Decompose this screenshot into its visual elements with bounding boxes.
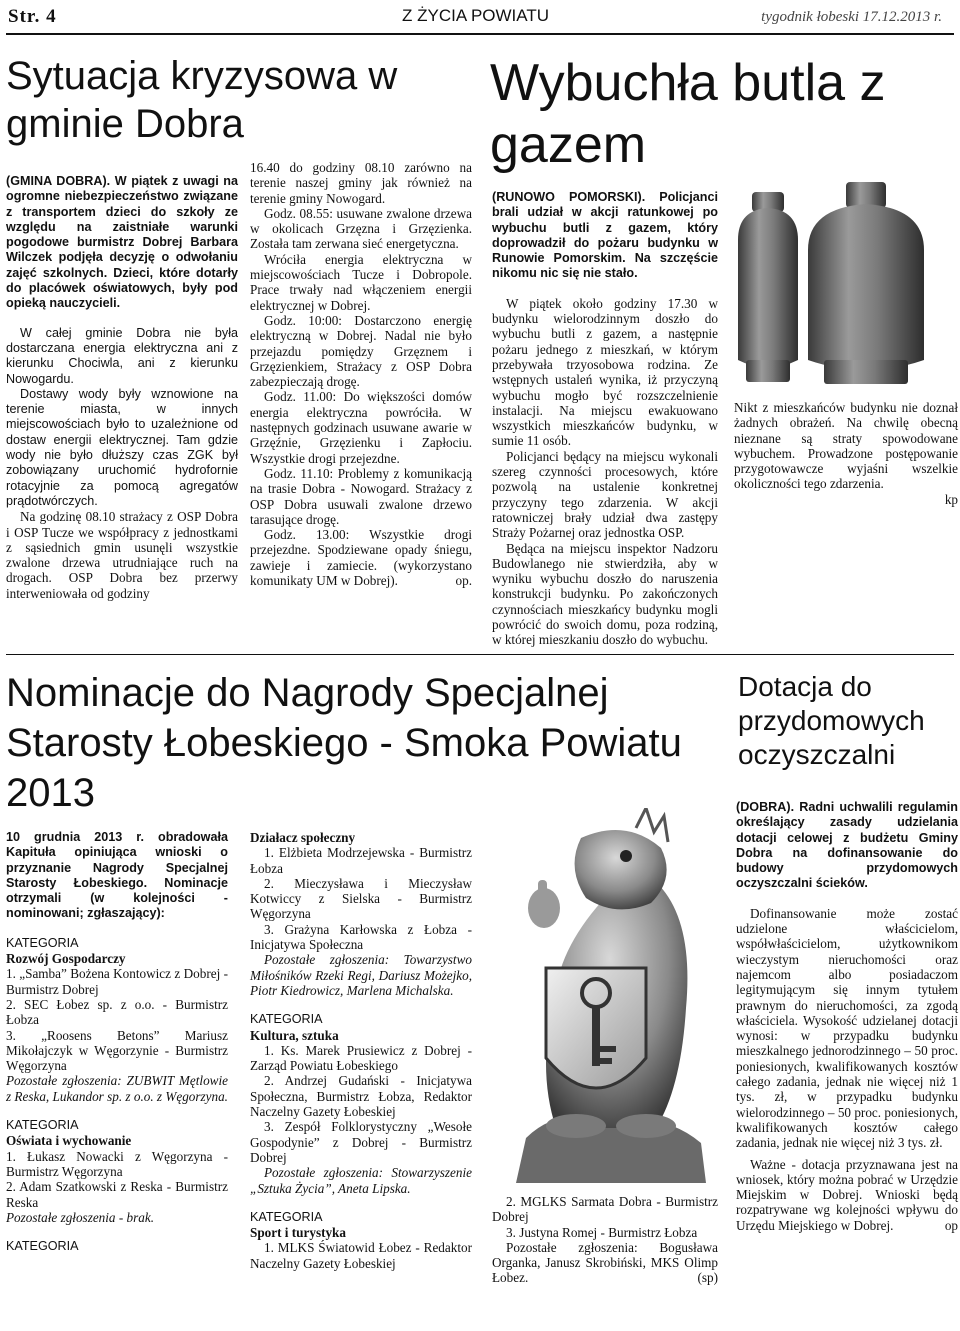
article1-p5: Godz. 08.55: usuwane zwalone drzewa w okolicach Grzęzna i Grzęzienka. Została tam zerwana sieć energetyczna.: [250, 205, 472, 252]
cat5-item-2: 2. MGLKS Sarmata Dobra - Burmistrz Dobrej: [492, 1194, 718, 1225]
category-2: Oświata i wychowanie: [6, 1133, 132, 1149]
article3-col3: [492, 1194, 718, 1286]
article1-title: Sytuacja kryzysowa w gminie Dobra: [6, 54, 398, 146]
article4-p1: Dofinansowanie może zostać udzielone właścicielom, współwłaścicielom, użytkownikom wieczystym nieruchomości oraz najemcom albo posiadaczom legitymującym się innym tytułem prawnym do nieruchomości, za zgodą właściciela. Wysokość udzielanej dotacji wynosi: w przypadku budynku mieszkalnego jednorodzinnego – 50 proc. poniesionych, kwalifikowanych kosztów całego zadania, jednak nie więcej niż 1 tys. zł, w przypadku budynku wielorodzinnego – 50 proc. poniesionych, kwalifikowanych kosztów całego zadania, jednak nie więcej niż 3 tys. zł.: [736, 905, 958, 1151]
article2-col1: [492, 190, 718, 648]
article2-p1: W piątek około godziny 17.30 w budynku wielorodzinnym doszło do wybuchu butli z gazem, a następnie pożaru jednego z mieszkań, w którym przebywała trzyosobowa rodzina. Ze wstępnych ustaleń wynika, iż przyczyną wybuchu mogło być rozszczelnienie instalacji. Na miejscu ewakuowano wszystkich mieszkańców budynku, w sumie 11 osób.: [492, 295, 718, 449]
article2-p2: Policjanci będący na miejscu wykonali szereg czynności procesowych, które pozwolą na ustalenie konkretnej przyczyny tego zdarzenia. W akcji ratowniczej brały udział dwa zastępy Straży Pożarnej oraz jednostka OSP.: [492, 448, 718, 541]
article1-p10: Godz. 13.00: Wszystkie drogi przejezdne. Spodziewane opady śniegu, zawieje i zamiecie. (wykorzystano komunikaty UM w Dobrej). op.: [250, 527, 472, 589]
category-4: Kultura, sztuka: [250, 1027, 339, 1043]
cat5-other: Pozostałe zgłoszenia: Bogusława Organka, Janusz Skrobiński, MKS Olimp Łobez. (sp): [492, 1239, 718, 1286]
issue-date: tygodnik łobeski 17.12.2013 r.: [761, 9, 942, 25]
article2-sign: kp: [944, 491, 958, 507]
category-5: Sport i turystyka: [250, 1225, 346, 1241]
cat1-item-3: 3. „Roosens Betons” Mariusz Mikołajczyk w Węgorzynie - Burmistrz Węgorzyna: [6, 1027, 228, 1074]
article3-lead: 10 grudnia 2013 r. obradowała Kapituła opiniująca wnioski o przyznanie Nagrody Specjalnej Starosty Łobeskiego. Nominacje otrzymali (w kolejności - nominowani; zgłaszający):: [6, 830, 228, 921]
article1-lead: (GMINA DOBRA). W piątek z uwagi na ogromne niebezpieczeństwo związane z transportem dzieci do szkoły ze względu na zaistniałe warunki pogodowe burmistrz Dobrej Barbara Wilczek podjęła decyzję o odwołaniu zajęć szkolnych. Dzieci, które dotarły do placówek oświatowych, były pod opieką nauczycieli.: [6, 174, 238, 311]
article1-p9: Godz. 11.10: Problemy z komunikacją na trasie Dobra - Nowogard. Strażacy z OSP Dobra usuwali zwalone drzewo tarasujące drogę.: [250, 465, 472, 527]
cat3-item-2: 2. Mieczysława i Mieczysław Kotwiccy z Sielska - Burmistrz Węgorzyna: [250, 875, 472, 922]
article4-col: [736, 800, 958, 1233]
article1-p6: Wróciła energia elektryczna w miejscowościach Tucze i Dobropole. Prace trwały nad włączeniem energii elektrycznej w Dobrej.: [250, 251, 472, 313]
article1-p7: Godz. 10:00: Dostarczono energię elektryczną w Dobrej. Nadal nie było przejazdu pomiędzy Grzęznem i Grzęzienkiem, Strażacy z OSP Dobra zabezpieczają drogę.: [250, 312, 472, 390]
category-label: KATEGORIA: [6, 1239, 79, 1254]
article1-p8: Godz. 11.00: Do większości domów energia elektryczna powróciła. W następnych godzinach usuwane awarie w Grzęźnie, Grzęzienku i Zapłociu. Wszystkie drogi przejezdne.: [250, 389, 472, 466]
article4-p2: Ważne - dotacja przyznawana jest na wniosek, który można pobrać w Urzędzie Miejskim w Dobrej. Wnioski będą rozpatrywane wg kolejności wpływu do Urzędu Miejskiego w Dobrej. op: [736, 1156, 958, 1233]
cat2-item-2: 2. Adam Szatkowski z Reska - Burmistrz Reska: [6, 1179, 228, 1210]
cat1-item-2: 2. SEC Łobez sp. z o.o. - Burmistrz Łobza: [6, 996, 228, 1028]
article1-col1: [6, 174, 238, 601]
category-label: KATEGORIA: [250, 1209, 323, 1224]
article1-sign: op.: [455, 573, 472, 589]
article1-col2: [250, 160, 472, 588]
cat1-item-1: 1. „Samba” Bożena Kontowicz z Dobrej - Burmistrz Dobrej: [6, 966, 228, 997]
page-number: Str. 4: [8, 6, 57, 27]
article3-col1: [6, 830, 228, 1254]
cat2-item-1: 1. Łukasz Nowacki z Węgorzyna - Burmistrz Węgorzyna: [6, 1148, 228, 1179]
article2-col2: [734, 400, 958, 507]
category-1: Rozwój Gospodarczy: [6, 951, 126, 967]
article3-title: Nominacje do Nagrody Specjalnej Starosty Łobeskiego - Smoka Powiatu 2013: [6, 671, 682, 815]
cat5-item-3: 3. Justyna Romej - Burmistrz Łobza: [506, 1224, 698, 1240]
article1-p3: Na godzinę 08.10 strażacy z OSP Dobra i OSP Tucze we współpracy z jednostkami z sąsiednich gmin usunęli wszystkie zwalone drzewa utrudniające ruch na drogach. OSP Dobra bez przerwy interweniowała od godziny: [6, 509, 238, 601]
article3-col2: [250, 830, 472, 1271]
cat4-other: Pozostałe zgłoszenia: Stowarzyszenie „Sztuka Życia”, Aneta Lipska.: [250, 1165, 472, 1196]
category-label: KATEGORIA: [6, 1118, 79, 1133]
article1-p4: 16.40 do godziny 08.10 zarówno na terenie naszej gminy jak również na terenie gminy Nowogard.: [250, 160, 472, 206]
cat4-item-3: 3. Zespół Folklorystyczny „Wesołe Gospodynie” z Dobrej - Burmistrz Dobrej: [250, 1119, 472, 1165]
article4-title: Dotacja do przydomowych oczyszczalni: [738, 671, 925, 770]
cat3-item-1: 1. Elżbieta Modrzejewska - Burmistrz Łobza: [250, 845, 472, 876]
article1-p2: Dostawy wody były wznowione na terenie miasta, w innych miejscowościach było to uzależnione od dostaw energii elektrycznej. Tam gdzie wody nie było dłuższy czas ZGK był zobowiązany uruchomić hydrofornie rotacyjnie za pomocą agregatów prądotwórczych.: [6, 386, 238, 508]
category-label: KATEGORIA: [250, 1012, 323, 1027]
article2-lead: (RUNOWO POMORSKI). Policjanci brali udział w akcji ratunkowej po wybuchu butli z gazem, który doprowadził do pożaru budynku w Runowie Pomorskim. Na szczęście nikomu nic się nie stało.: [492, 190, 718, 281]
cat3-item-3: 3. Grażyna Karłowska z Łobza - Inicjatywa Społeczna: [250, 921, 472, 953]
article1-p1: W całej gminie Dobra nie była dostarczana energia elektryczna ani z kierunku Chociwla, ani z kierunku Nowogardu.: [6, 325, 238, 386]
category-label: KATEGORIA: [6, 935, 79, 950]
article2-title: Wybuchła butla z gazem: [490, 54, 886, 174]
cat2-other: Pozostałe zgłoszenia - brak.: [6, 1209, 154, 1225]
cat4-item-2: 2. Andrzej Gudański - Inicjatywa Społeczna, Burmistrz Łobza, Redaktor Naczelny Gazety Łobeskiej: [250, 1073, 472, 1120]
section-rule: [6, 654, 954, 655]
header-rule: [6, 33, 954, 35]
cat3-other: Pozostałe zgłoszenia: Towarzystwo Miłośników Rzeki Regi, Dariusz Możejko, Piotr Kiedrowicz, Marlena Michalska.: [250, 952, 472, 998]
article3-sign: (sp): [697, 1270, 718, 1286]
cat4-item-1: 1. Ks. Marek Prusiewicz z Dobrej - Zarząd Powiatu Łobeskiego: [250, 1042, 472, 1074]
cat1-other: Pozostałe zgłoszenia: ZUBWIT Mętlowie z Reska, Lukandor sp. z o.o. z Węgorzyna.: [6, 1073, 228, 1104]
dragon-statue-icon: [486, 808, 726, 1188]
cat5-item-1: 1. MLKS Światowid Łobez - Redaktor Naczelny Gazety Łobeskiej: [250, 1240, 472, 1271]
category-3: Działacz społeczny: [250, 830, 356, 845]
article4-lead: (DOBRA). Radni uchwalili regulamin określający zasady udzielania dotacji celowej z budżetu Gminy Dobra na dofinansowanie do budowy przydomowych oczyszczalni ścieków.: [736, 800, 958, 891]
article4-sign: op: [944, 1217, 958, 1233]
section-title: Z ŻYCIA POWIATU: [402, 6, 550, 25]
gas-cylinders-icon: [728, 170, 958, 390]
article2-p3: Będąca na miejscu inspektor Nadzoru Budowlanego nie stwierdziła, aby w wyniku wybuchu doszło do naruszenia konstrukcji budynku. Po zakończonych czynnościach mieszkańcy budynku mogli powrócić do swoich domu, poza rodziną, w której mieszkaniu doszło do wybuchu.: [492, 540, 718, 648]
article2-p4: Nikt z mieszkańców budynku nie doznał żadnych obrażeń. Na chwilę obecną nieznane są straty spowodowane wybuchem. Prowadzone postępowanie przygotowawcze wyjaśni wszelkie okoliczności tego zdarzenia.: [734, 400, 958, 492]
